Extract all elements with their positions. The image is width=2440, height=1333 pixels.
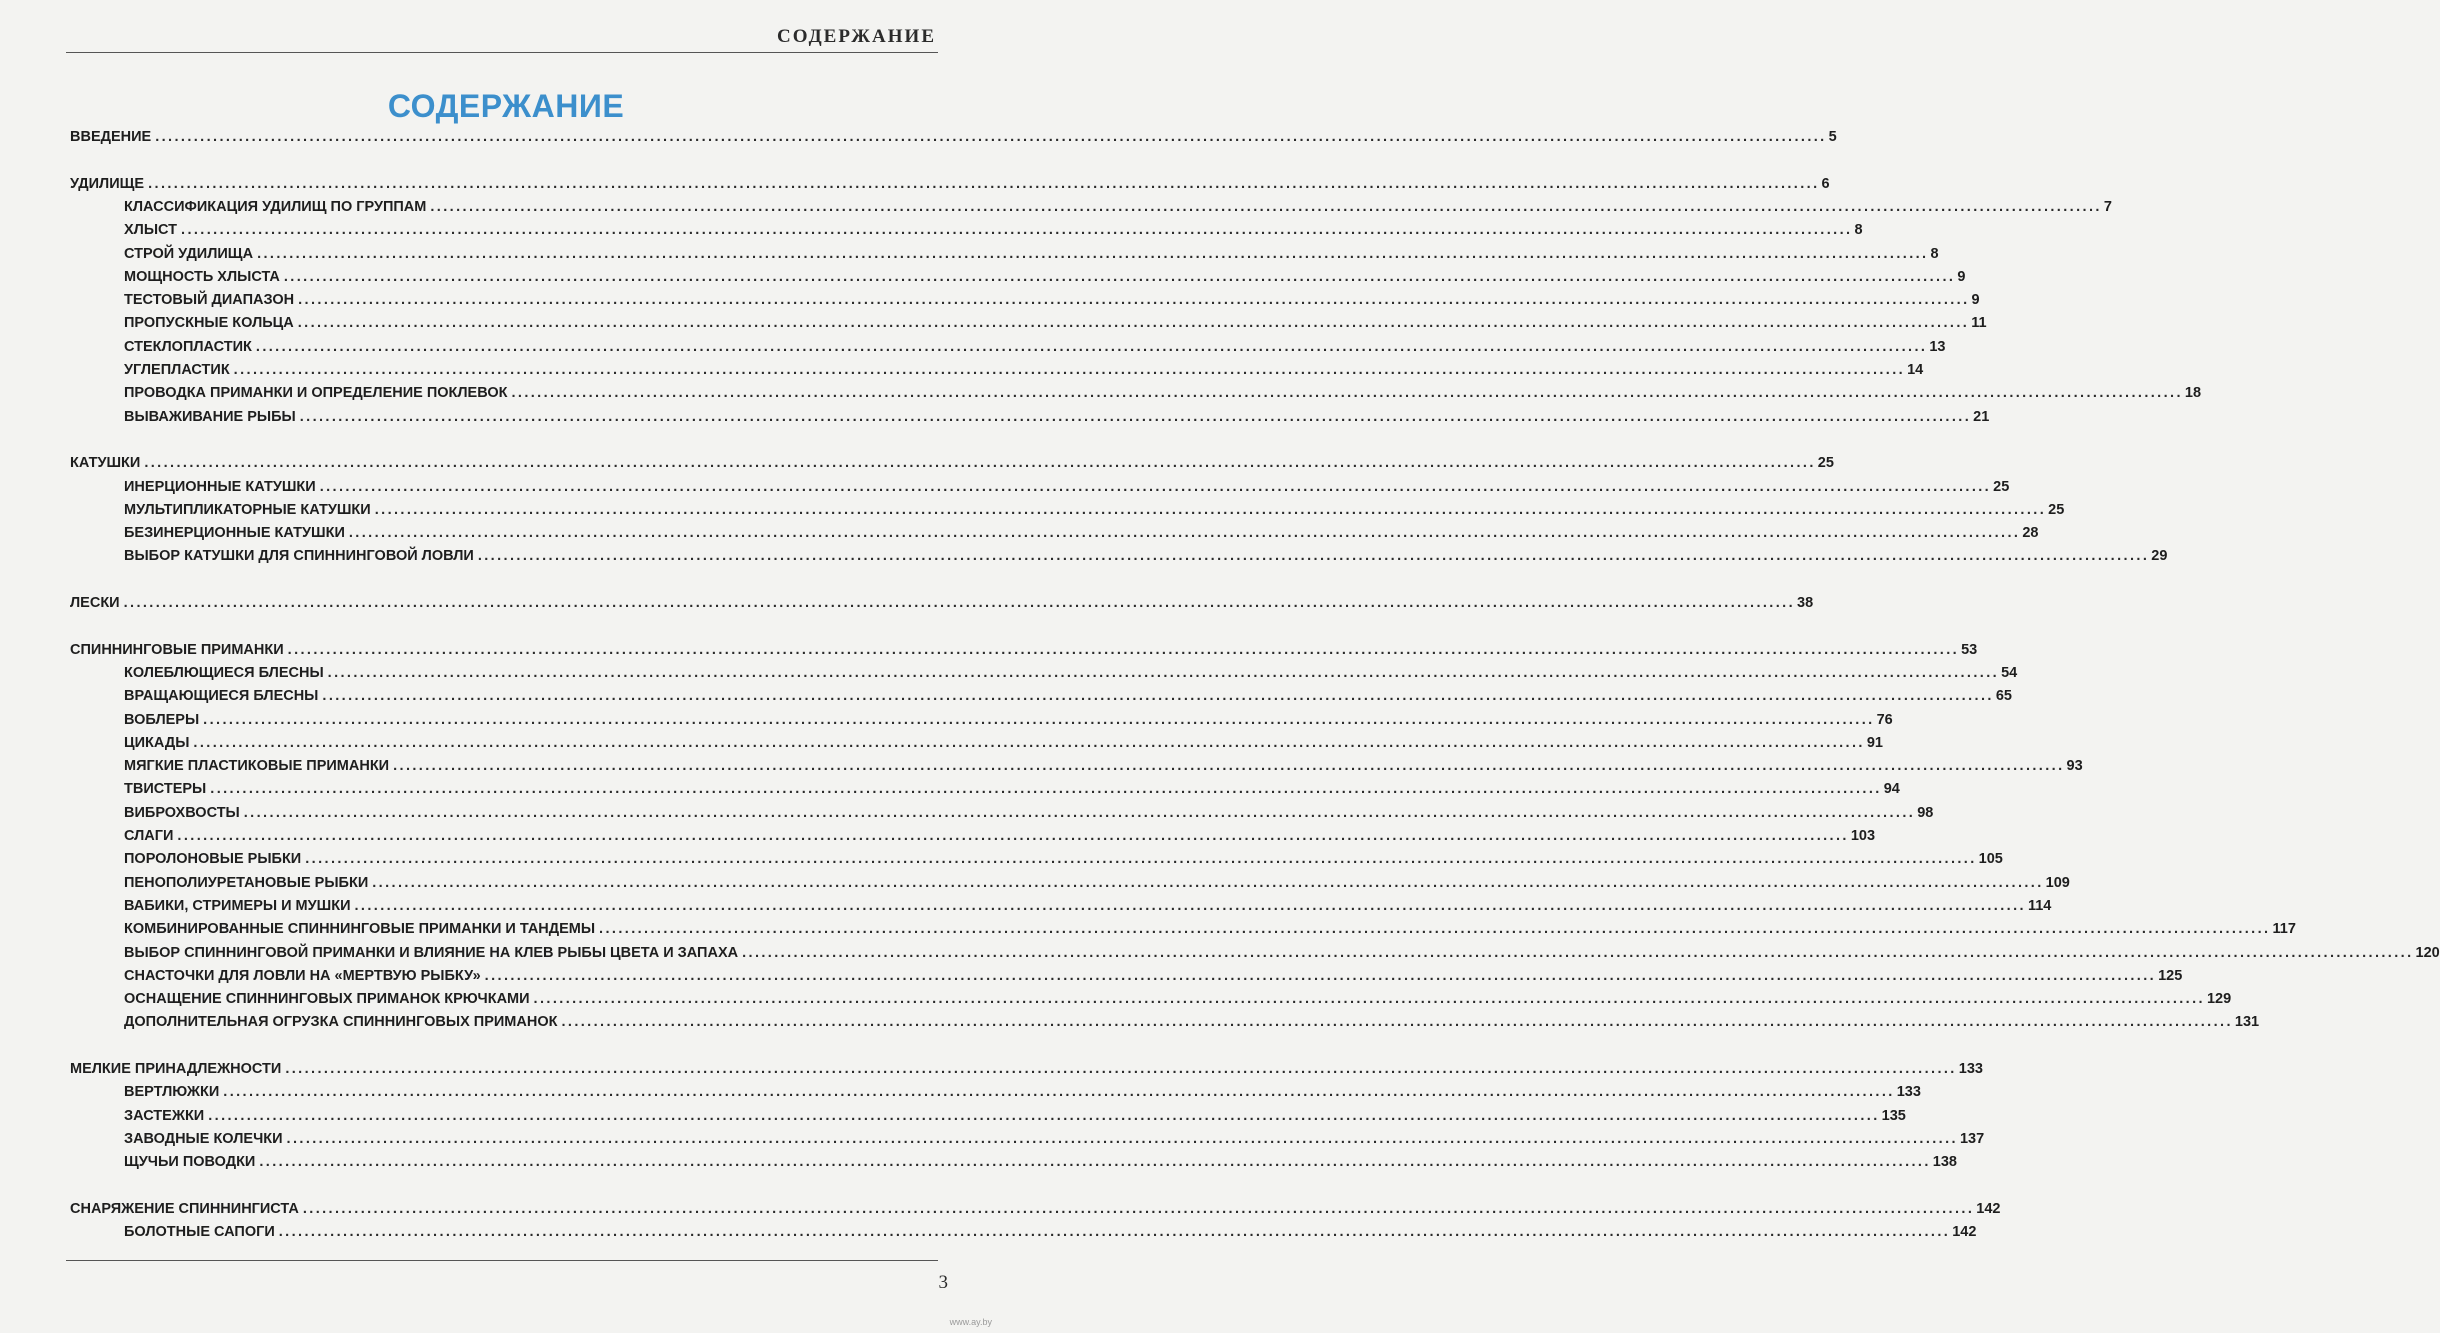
toc-subsection [124,850,2003,868]
toc-leader-dots: .................................................................................................................................................................................................................................................................... [354,897,2026,914]
toc-leader-dots: .................................................................................................................................................................................................................................................................... [233,362,1906,378]
toc-label: ВОБЛЕРЫ [124,711,200,728]
toc-leader-dots: .................................................................................................................................................................................................................................................................... [286,1130,1958,1147]
toc-leader-dots: .................................................................................................................................................................................................................................................................... [298,292,1970,309]
toc-subsection [124,1013,2260,1031]
toc-subsection [124,547,2168,565]
toc-page-number: 18 [2184,385,2202,402]
toc-leader-dots: .................................................................................................................................................................................................................................................................... [374,501,2047,518]
toc-subsection [124,827,1876,845]
toc-leader-dots: .................................................................................................................................................................................................................................................................... [533,991,2205,1008]
toc-subsection [124,291,1980,309]
toc-label: ИНЕРЦИОННЫЕ КАТУШКИ [124,478,316,495]
toc-subsection [124,990,2232,1008]
toc-label: ЗАВОДНЫЕ КОЛЕЧКИ [124,1130,283,1147]
toc-section [70,175,1830,193]
toc-leader-dots: .................................................................................................................................................................................................................................................................... [155,129,1827,145]
toc-page-number: 9 [1971,292,1980,309]
toc-section [70,454,1834,472]
toc-label: МУЛЬТИПЛИКАТОРНЫЕ КАТУШКИ [124,501,371,518]
toc-leader-dots: .................................................................................................................................................................................................................................................................... [599,921,2271,938]
toc-leader-dots: .................................................................................................................................................................................................................................................................... [177,828,1849,844]
toc-subsection [124,1130,1985,1148]
toc-label: ЩУЧЬИ ПОВОДКИ [124,1154,256,1171]
toc-page-number: 11 [1971,315,1987,332]
toc-page-number: 117 [2272,921,2296,938]
toc-leader-dots: .................................................................................................................................................................................................................................................................... [297,315,1970,332]
toc-page-number: 133 [1896,1084,1921,1101]
toc-page-number: 9 [1957,268,1966,285]
toc-page-number: 114 [2027,897,2052,914]
toc-label: ПОРОЛОНОВЫЕ РЫБКИ [124,851,302,868]
toc-leader-dots: .................................................................................................................................................................................................................................................................... [148,175,1820,192]
toc-page-number: 98 [1917,804,1934,821]
toc-label: МОЩНОСТЬ ХЛЫСТА [124,268,280,285]
toc-leader-dots: .................................................................................................................................................................................................................................................................... [193,734,1865,751]
toc-page-number: 135 [1881,1107,1906,1124]
toc-label: ВЫБОР КАТУШКИ ДЛЯ СПИННИНГОВОЙ ЛОВЛИ [124,548,474,565]
toc-page-number: 25 [1993,478,2010,495]
toc-leader-dots: .................................................................................................................................................................................................................................................................... [299,408,1972,425]
toc-subsection [124,1083,1921,1101]
toc-subsection [124,268,1966,286]
toc-page-number: 21 [1973,408,1990,425]
toc-leader-dots: .................................................................................................................................................................................................................................................................... [327,664,2000,681]
toc-label: ВРАЩАЮЩИЕСЯ БЛЕСНЫ [124,688,319,705]
toc-subsection [124,361,1924,379]
toc-subsection [124,478,2010,496]
toc-label: СНАРЯЖЕНИЕ СПИННИНГИСТА [70,1200,299,1217]
toc-page-number: 91 [1866,734,1883,751]
toc-leader-dots: .................................................................................................................................................................................................................................................................... [287,641,1960,658]
toc-section [70,1200,2001,1218]
toc-page-number: 7 [2103,198,2112,215]
toc-leader-dots: .................................................................................................................................................................................................................................................................... [393,758,2065,775]
toc-section [70,128,1837,146]
toc-label: ДОПОЛНИТЕЛЬНАЯ ОГРУЗКА СПИННИНГОВЫХ ПРИМАНОК [124,1014,558,1031]
toc-leader-dots: .................................................................................................................................................................................................................................................................... [278,1224,1951,1241]
toc-label: КОМБИНИРОВАННЫЕ СПИННИНГОВЫЕ ПРИМАНКИ И ТАНДЕМЫ [124,921,596,938]
toc-section [70,1060,1983,1078]
toc-subsection [124,734,1883,752]
toc-label: МЕЛКИЕ ПРИНАДЛЕЖНОСТИ [70,1061,282,1077]
toc-leader-dots: .................................................................................................................................................................................................................................................................... [255,338,1928,355]
toc-leader-dots: .................................................................................................................................................................................................................................................................... [243,804,1916,821]
toc-page-number: 28 [2022,525,2039,542]
toc-subsection [124,501,2065,519]
watermark: www.ay.by [949,1317,992,1327]
header-rule [66,52,938,53]
toc-leader-dots: .................................................................................................................................................................................................................................................................... [203,711,1875,728]
toc-label: ЛЕСКИ [70,595,120,611]
toc-page-number: 137 [1959,1130,1985,1147]
toc-page-number: 93 [2066,758,2083,775]
toc-page-number: 53 [1961,641,1978,658]
toc-leader-dots: .................................................................................................................................................................................................................................................................... [302,1200,1975,1217]
toc-leader-dots: .................................................................................................................................................................................................................................................................... [477,548,2150,565]
toc-label: ОСНАЩЕНИЕ СПИННИНГОВЫХ ПРИМАНОК КРЮЧКАМИ [124,991,530,1008]
toc-page-number: 94 [1883,781,1900,798]
toc-label: ЦИКАДЫ [124,734,190,751]
toc-subsection [124,314,1987,332]
toc-page-number: 13 [1929,338,1946,355]
toc-label: ВАБИКИ, СТРИМЕРЫ И МУШКИ [124,897,351,914]
toc-page-number: 54 [2001,664,2018,681]
toc-page-number: 5 [1828,129,1837,145]
toc-leader-dots: .................................................................................................................................................................................................................................................................... [123,595,1796,611]
toc-page-number: 109 [2045,874,2070,891]
toc-subsection [124,687,2012,705]
toc-subsection [124,664,2018,682]
toc-label: ПРОПУСКНЫЕ КОЛЬЦА [124,315,294,332]
toc-subsection [124,221,1863,239]
toc-label: ТВИСТЕРЫ [124,781,207,798]
toc-page-number: 103 [1850,828,1876,844]
toc-leader-dots: .................................................................................................................................................................................................................................................................... [319,478,1992,495]
toc-leader-dots: .................................................................................................................................................................................................................................................................... [305,851,1977,868]
toc-page-number: 125 [2158,967,2183,984]
running-header: СОДЕРЖАНИЕ [777,26,936,47]
toc-label: СТЕКЛОПЛАСТИК [124,338,252,355]
toc-label: СТРОЙ УДИЛИЩА [124,245,254,262]
toc-label: СПИННИНГОВЫЕ ПРИМАНКИ [70,641,284,658]
toc-subsection [124,874,2070,892]
toc-label: ТЕСТОВЫЙ ДИАПАЗОН [124,292,295,309]
toc-subsection [124,1223,1977,1241]
toc-page-number: 8 [1930,245,1939,262]
toc-label: УДИЛИЩЕ [70,175,145,192]
toc-leader-dots: .................................................................................................................................................................................................................................................................... [283,268,1956,285]
toc-page-number: 142 [1976,1200,2001,1217]
toc-subsection [124,920,2296,938]
toc-page-number: 133 [1958,1061,1983,1077]
toc-subsection [124,338,1946,356]
toc-label: ВЫВАЖИВАНИЕ РЫБЫ [124,408,296,425]
toc-leader-dots: .................................................................................................................................................................................................................................................................... [742,944,2414,961]
toc-label: ПЕНОПОЛИУРЕТАНОВЫЕ РЫБКИ [124,874,369,891]
page-title: СОДЕРЖАНИЕ [387,88,625,124]
toc-label: ЗАСТЕЖКИ [124,1107,205,1124]
toc-subsection [124,1153,1957,1171]
toc-page-number: 142 [1952,1224,1977,1241]
toc-leader-dots: .................................................................................................................................................................................................................................................................... [257,245,1929,262]
toc-label: ВЫБОР СПИННИНГОВОЙ ПРИМАНКИ И ВЛИЯНИЕ НА КЛЕВ РЫБЫ ЦВЕТА И ЗАПАХА [124,944,739,961]
toc-subsection [124,524,2039,542]
toc-subsection [124,944,2440,962]
toc-page-number: 120 [2415,944,2440,961]
toc-label: СЛАГИ [124,828,174,844]
toc-subsection [124,245,1939,263]
toc-label: КОЛЕБЛЮЩИЕСЯ БЛЕСНЫ [124,664,324,681]
toc-subsection [124,711,1893,729]
toc-label: ПРОВОДКА ПРИМАНКИ И ОПРЕДЕЛЕНИЕ ПОКЛЕВОК [124,385,508,402]
toc-section [70,594,1814,612]
toc-label: КЛАССИФИКАЦИЯ УДИЛИЩ ПО ГРУППАМ [124,198,427,215]
toc-page-number: 65 [1995,688,2012,705]
toc-leader-dots: .................................................................................................................................................................................................................................................................... [285,1061,1957,1077]
toc-page-number: 129 [2206,991,2232,1008]
toc-subsection [124,780,1900,798]
toc-subsection [124,757,2083,775]
toc-page-number: 14 [1907,362,1924,378]
toc-label: БОЛОТНЫЕ САПОГИ [124,1224,275,1241]
toc-leader-dots: .................................................................................................................................................................................................................................................................... [561,1014,2233,1031]
toc-leader-dots: .................................................................................................................................................................................................................................................................... [372,874,2044,891]
toc-label: ВЕРТЛЮЖКИ [124,1084,220,1101]
toc-subsection [124,384,2202,402]
toc-leader-dots: .................................................................................................................................................................................................................................................................... [511,385,2183,402]
toc-page-number: 138 [1932,1154,1957,1171]
toc-leader-dots: .................................................................................................................................................................................................................................................................... [322,688,1994,705]
toc-page-number: 8 [1854,222,1863,239]
toc-leader-dots: .................................................................................................................................................................................................................................................................... [223,1084,1895,1101]
toc-page-number: 25 [2048,501,2065,518]
toc-leader-dots: .................................................................................................................................................................................................................................................................... [210,781,1882,798]
footer-rule [66,1260,938,1261]
toc-leader-dots: .................................................................................................................................................................................................................................................................... [208,1107,1880,1124]
toc-subsection [124,804,1934,822]
toc-subsection [124,1107,1906,1125]
toc-leader-dots: .................................................................................................................................................................................................................................................................... [430,198,2102,215]
toc-label: МЯГКИЕ ПЛАСТИКОВЫЕ ПРИМАНКИ [124,758,390,775]
toc-label: УГЛЕПЛАСТИК [124,362,230,378]
toc-section [70,641,1978,659]
toc-page-number: 38 [1797,595,1814,611]
toc-subsection [124,198,2112,216]
toc-leader-dots: .................................................................................................................................................................................................................................................................... [484,967,2157,984]
toc-page-number: 6 [1821,175,1830,192]
toc-page-number: 105 [1978,851,2003,868]
toc-leader-dots: .................................................................................................................................................................................................................................................................... [181,222,1853,239]
toc-subsection [124,897,2052,915]
toc-label: ХЛЫСТ [124,222,178,239]
toc-page-number: 25 [1817,455,1834,472]
toc-label: ВВЕДЕНИЕ [70,129,152,145]
page-number: 3 [938,1272,948,1293]
toc-leader-dots: .................................................................................................................................................................................................................................................................... [144,455,1816,472]
toc-leader-dots: .................................................................................................................................................................................................................................................................... [348,525,2021,542]
toc-page-number: 76 [1876,711,1893,728]
toc-subsection [124,408,1990,426]
toc-page-number: 29 [2151,548,2168,565]
toc-label: СНАСТОЧКИ ДЛЯ ЛОВЛИ НА «МЕРТВУЮ РЫБКУ» [124,967,481,984]
toc-label: БЕЗИНЕРЦИОННЫЕ КАТУШКИ [124,525,345,542]
toc-label: ВИБРОХВОСТЫ [124,804,240,821]
toc-label: КАТУШКИ [70,455,141,472]
toc-page-number: 131 [2234,1014,2260,1031]
toc-subsection [124,967,2183,985]
toc-leader-dots: .................................................................................................................................................................................................................................................................... [259,1154,1931,1171]
